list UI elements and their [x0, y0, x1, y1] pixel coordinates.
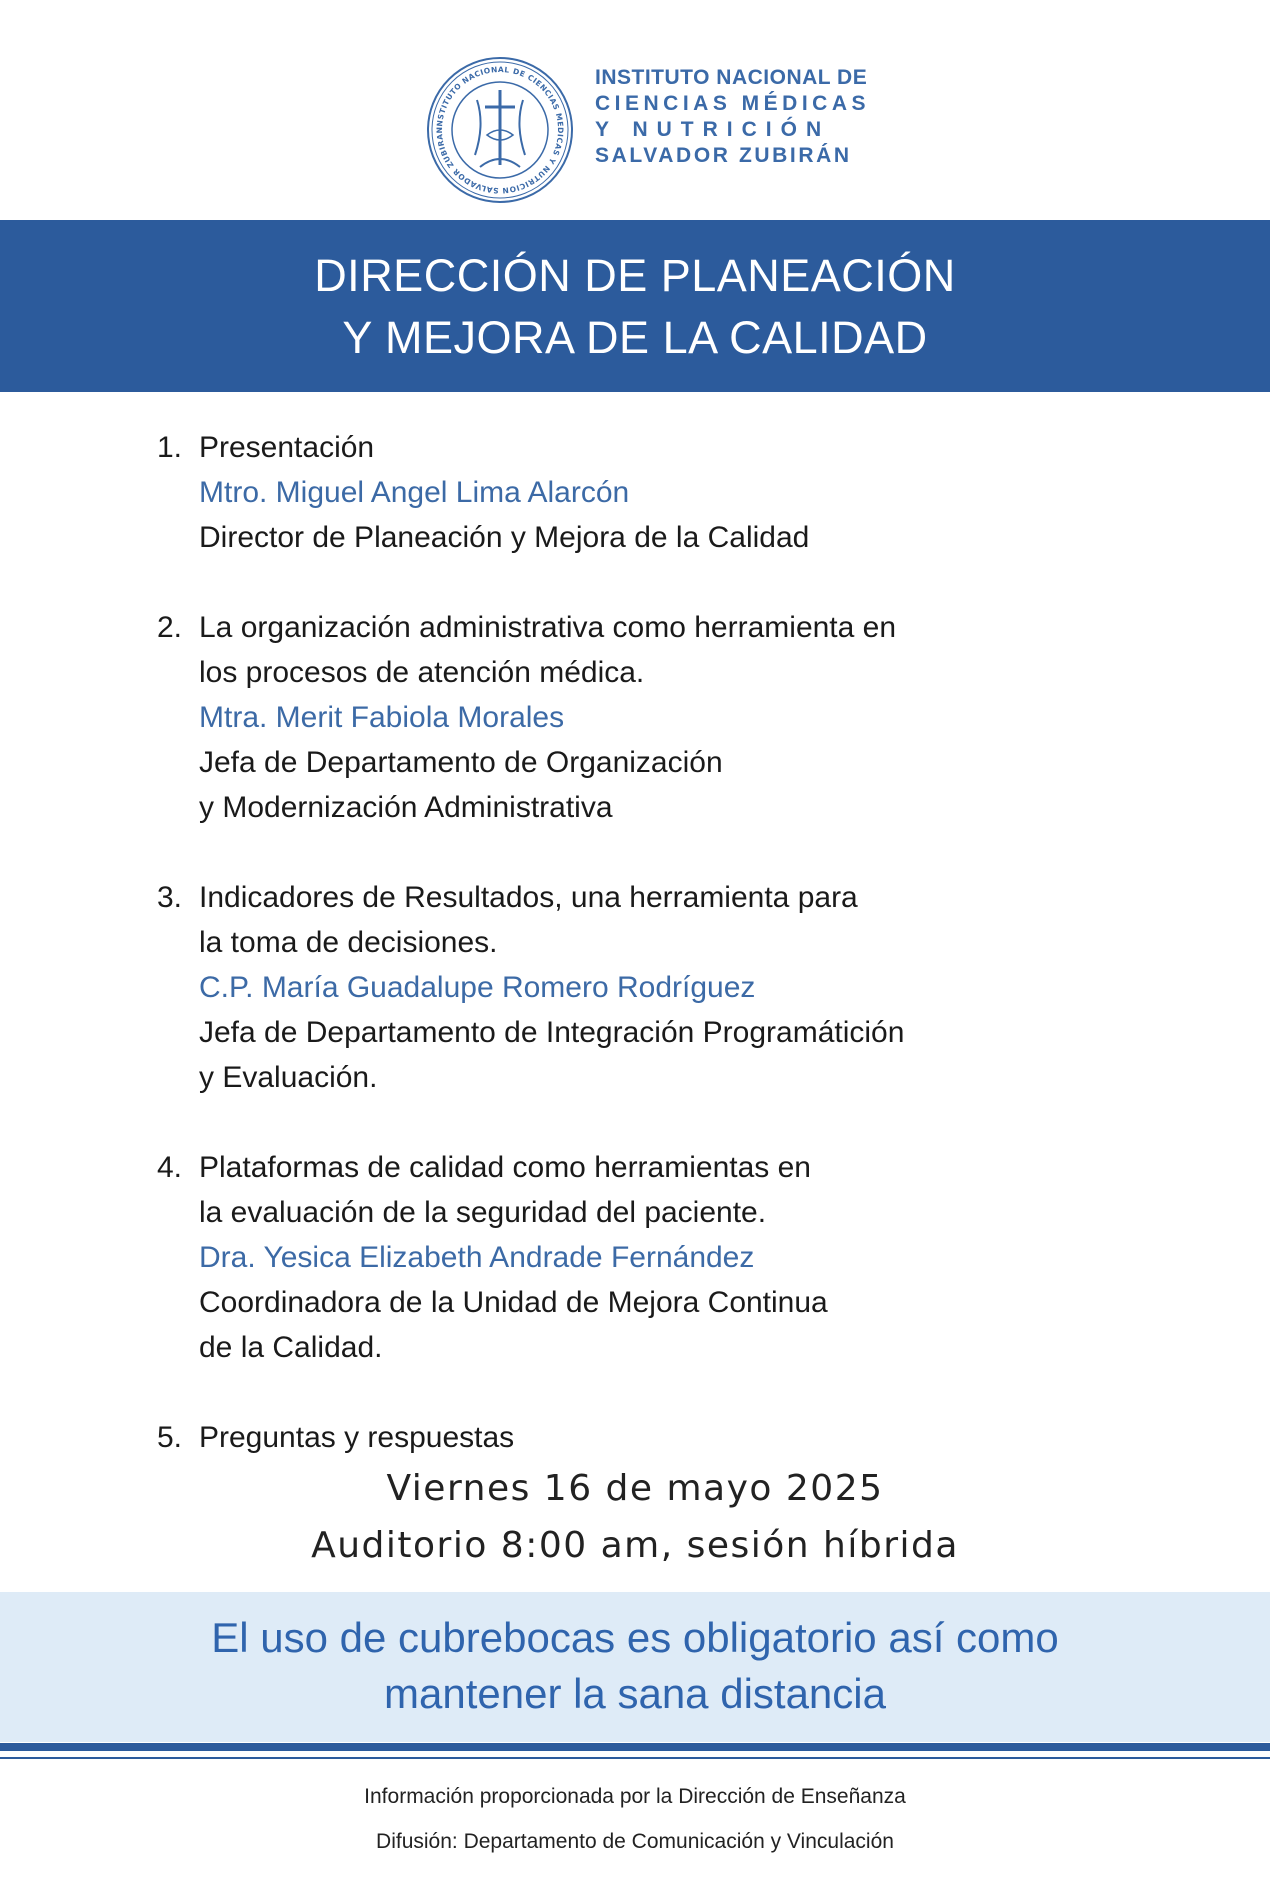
event-place: Auditorio 8:00 am, sesión híbrida — [311, 1525, 959, 1566]
agenda-item-role: y Evaluación. — [199, 1061, 378, 1094]
banner-title-line: DIRECCIÓN DE PLANEACIÓN — [314, 250, 956, 301]
notice-line: mantener la sana distancia — [384, 1670, 886, 1717]
institute-seal-icon — [425, 55, 575, 205]
footer-info: Información proporcionada por la Dirección de Enseñanza — [364, 1785, 906, 1808]
agenda-item-title: La organización administrativa como herramienta en — [199, 611, 897, 644]
agenda-item-speaker: Dra. Yesica Elizabeth Andrade Fernández — [199, 1241, 755, 1274]
agenda-item-role: Jefa de Departamento de Integración Programátición — [199, 1016, 905, 1049]
divider — [0, 1757, 1270, 1759]
agenda-item-number: 1. — [157, 431, 183, 464]
agenda-item — [157, 1415, 1157, 1460]
agenda-item — [157, 1145, 1157, 1370]
header — [425, 55, 945, 205]
institution-line: CIENCIAS MÉDICAS — [595, 92, 871, 115]
agenda-item-role: y Modernización Administrativa — [199, 791, 613, 824]
agenda-item-title: Indicadores de Resultados, una herramienta para — [199, 881, 858, 914]
agenda-list — [157, 425, 1157, 1505]
event-date: Viernes 16 de mayo 2025 — [386, 1468, 884, 1509]
notice-box — [0, 1592, 1270, 1742]
agenda-item — [157, 425, 1157, 560]
agenda-item-speaker: Mtro. Miguel Angel Lima Alarcón — [199, 476, 630, 509]
agenda-item-title: la evaluación de la seguridad del paciente. — [199, 1196, 767, 1229]
agenda-item-role: Coordinadora de la Unidad de Mejora Continua — [199, 1286, 828, 1319]
agenda-item — [157, 605, 1157, 830]
agenda-item-speaker: Mtra. Merit Fabiola Morales — [199, 701, 565, 734]
agenda-item — [157, 875, 1157, 1100]
institution-line: INSTITUTO NACIONAL DE — [595, 66, 868, 89]
institution-line: Y NUTRICIÓN — [595, 118, 831, 141]
agenda-item-number: 5. — [157, 1421, 183, 1454]
agenda-item-number: 3. — [157, 881, 183, 914]
agenda-item-number: 2. — [157, 611, 183, 644]
agenda-item-title: los procesos de atención médica. — [199, 656, 645, 689]
agenda-item-role: Jefa de Departamento de Organización — [199, 746, 723, 779]
title-banner — [0, 220, 1270, 392]
agenda-item-title: la toma de decisiones. — [199, 926, 498, 959]
agenda-item-title: Plataformas de calidad como herramientas en — [199, 1151, 811, 1184]
agenda-item-title: Presentación — [199, 431, 375, 464]
footer-credit: Difusión: Departamento de Comunicación y Vinculación — [376, 1830, 894, 1853]
agenda-item-role: de la Calidad. — [199, 1331, 383, 1364]
divider — [0, 1743, 1270, 1751]
banner-title-line: Y MEJORA DE LA CALIDAD — [342, 312, 928, 363]
svg-text:INSTITUTO NACIONAL DE CIENCIAS: INSTITUTO NACIONAL DE CIENCIAS MEDICAS Y NUTRICION SALVADOR ZUBIRAN — [434, 64, 566, 196]
institution-name — [595, 65, 870, 169]
institution-line: SALVADOR ZUBIRÁN — [595, 144, 852, 167]
agenda-item-role: Director de Planeación y Mejora de la Calidad — [199, 521, 810, 554]
agenda-item-number: 4. — [157, 1151, 183, 1184]
agenda-item-speaker: C.P. María Guadalupe Romero Rodríguez — [199, 971, 756, 1004]
notice-line: El uso de cubrebocas es obligatorio así como — [211, 1614, 1059, 1661]
agenda-item-title: Preguntas y respuestas — [199, 1421, 515, 1454]
